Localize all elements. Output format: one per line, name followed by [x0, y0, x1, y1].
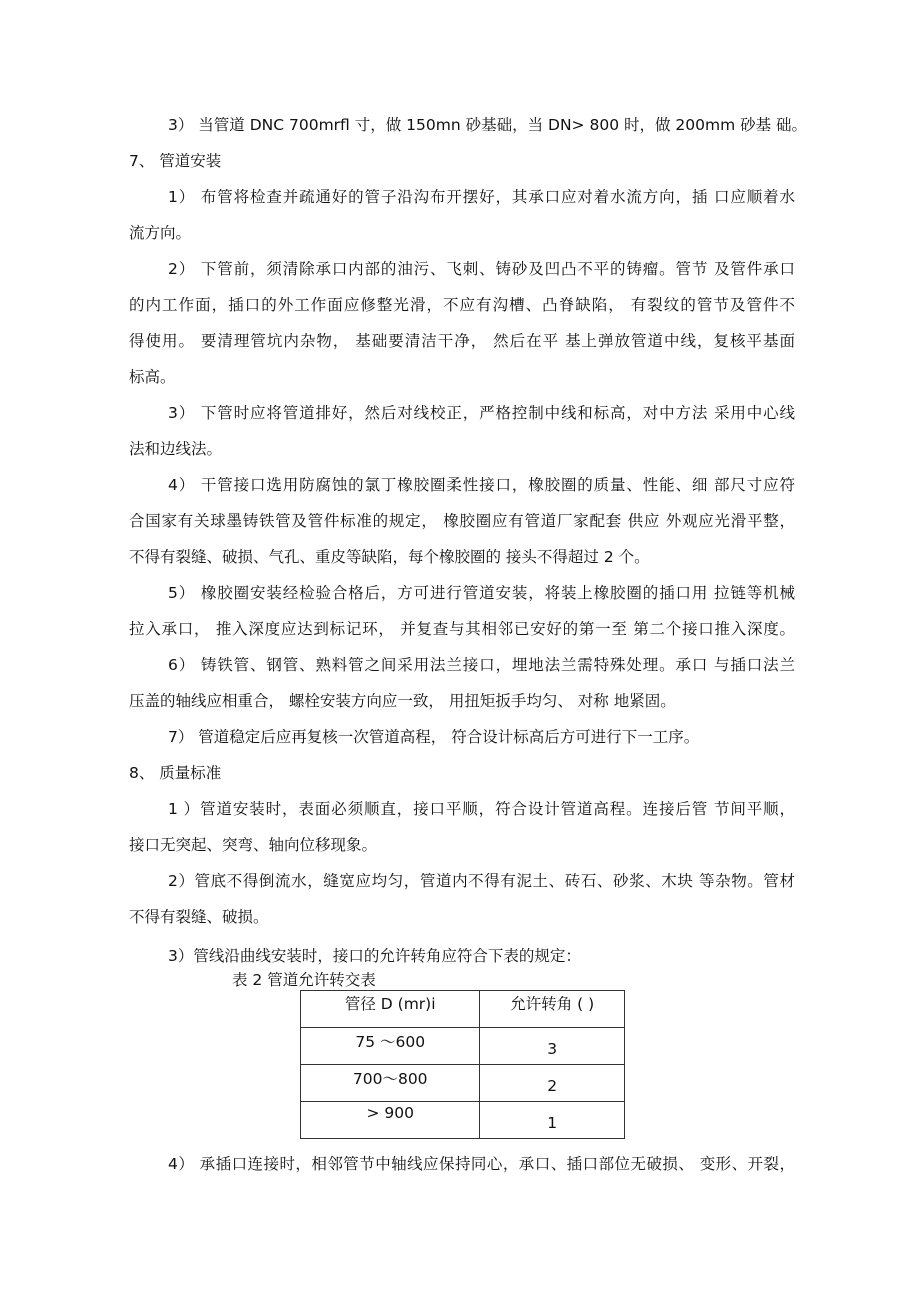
table-cell-diameter [301, 1028, 480, 1065]
pipe-angle-table [300, 990, 625, 1139]
paragraph-line: 3） 当管道 DNC 700mrfl 寸，做 150mn 砂基础，当 DN> 800 时，做 200mm 砂基 础。 [168, 116, 808, 134]
paragraph-line: 压盖的轴线应相重合， 螺栓安装方向应一致， 用扭矩扳手均匀、 对称 地紧固。 [129, 692, 676, 710]
table-header-row [301, 991, 625, 1028]
column-header-angle: 允许转角 ( ) [480, 991, 625, 1028]
paragraph-line: 2） 下管前，须清除承口内部的油污、飞刺、铸砂及凹凸不平的铸瘤。管节 及管件承口 [168, 260, 795, 278]
table-cell-diameter [301, 1102, 480, 1139]
paragraph-line: 拉入承口， 推入深度应达到标记环， 并复查与其相邻已安好的第一至 第二个接口推入深度。 [129, 620, 795, 638]
paragraph-line: 流方向。 [129, 224, 192, 242]
cell-text: 3 [547, 1040, 558, 1058]
table-cell-angle [480, 1102, 625, 1139]
paragraph-line: 5） 橡胶圈安装经检验合格后，方可进行管道安装，将装上橡胶圈的插口用 拉链等机械 [168, 584, 795, 602]
paragraph-line: 7） 管道稳定后应再复核一次管道高程， 符合设计标高后方可进行下一工序。 [168, 728, 700, 746]
section-heading: 7、 管道安装 [129, 152, 222, 170]
cell-text: 700～800 [352, 1070, 428, 1088]
paragraph-line: 4） 承插口连接时，相邻管节中轴线应保持同心，承口、插口部位无破损、 变形、开裂， [168, 1155, 795, 1173]
paragraph-line: 不得有裂缝、破损。 [129, 908, 269, 926]
cell-text: 75 ～600 [355, 1033, 426, 1051]
paragraph-line: 6） 铸铁管、钢管、熟料管之间采用法兰接口，埋地法兰需特殊处理。承口 与插口法兰 [168, 656, 795, 674]
cell-text: 1 [547, 1114, 558, 1132]
table-cell-angle [480, 1028, 625, 1065]
paragraph-line: 法和边线法。 [129, 440, 223, 458]
table-row [301, 1028, 625, 1065]
paragraph-line: 4） 干管接口选用防腐蚀的氯丁橡胶圈柔性接口，橡胶圈的质量、性能、细 部尺寸应符 [168, 476, 795, 494]
paragraph-line: 标高。 [129, 368, 176, 386]
table-cell-diameter [301, 1065, 480, 1102]
table-row [301, 1065, 625, 1102]
table-row [301, 1102, 625, 1139]
paragraph-line: 3） 下管时应将管道排好，然后对线校正，严格控制中线和标高，对中方法 采用中心线 [168, 404, 795, 422]
paragraph-line: 2）管底不得倒流水，缝宽应均匀，管道内不得有泥土、砖石、砂浆、木块 等杂物。管材 [168, 872, 795, 890]
paragraph-line: 得使用。 要清理管坑内杂物， 基础要清洁干净， 然后在平 基上弹放管道中线，复核平基面 [129, 332, 795, 350]
paragraph-line: 不得有裂缝、破损、气孔、重皮等缺陷，每个橡胶圈的 接头不得超过 2 个。 [129, 548, 650, 566]
paragraph-line: 1 ）管道安装时，表面必须顺直，接口平顺，符合设计管道高程。连接后管 节间平顺， [168, 800, 795, 818]
table-cell-angle [480, 1065, 625, 1102]
table-caption: 表 2 管道允许转交表 [232, 971, 376, 989]
paragraph-line: 3）管线沿曲线安装时，接口的允许转角应符合下表的规定： [168, 947, 581, 965]
paragraph-line: 1） 布管将检查并疏通好的管子沿沟布开摆好，其承口应对着水流方向，插 口应顺着水 [168, 188, 795, 206]
paragraph-line: 接口无突起、突弯、轴向位移现象。 [129, 836, 378, 854]
cell-text: > 900 [366, 1104, 414, 1122]
section-heading: 8、 质量标准 [129, 764, 222, 782]
column-header-diameter: 管径 D (mr)i [301, 991, 480, 1028]
paragraph-line: 合国家有关球墨铸铁管及管件标准的规定， 橡胶圈应有管道厂家配套 供应 外观应光滑平整， [129, 512, 795, 530]
cell-text: 2 [547, 1077, 558, 1095]
paragraph-line: 的内工作面，插口的外工作面应修整光滑，不应有沟槽、凸脊缺陷， 有裂纹的管节及管件不 [129, 296, 795, 314]
